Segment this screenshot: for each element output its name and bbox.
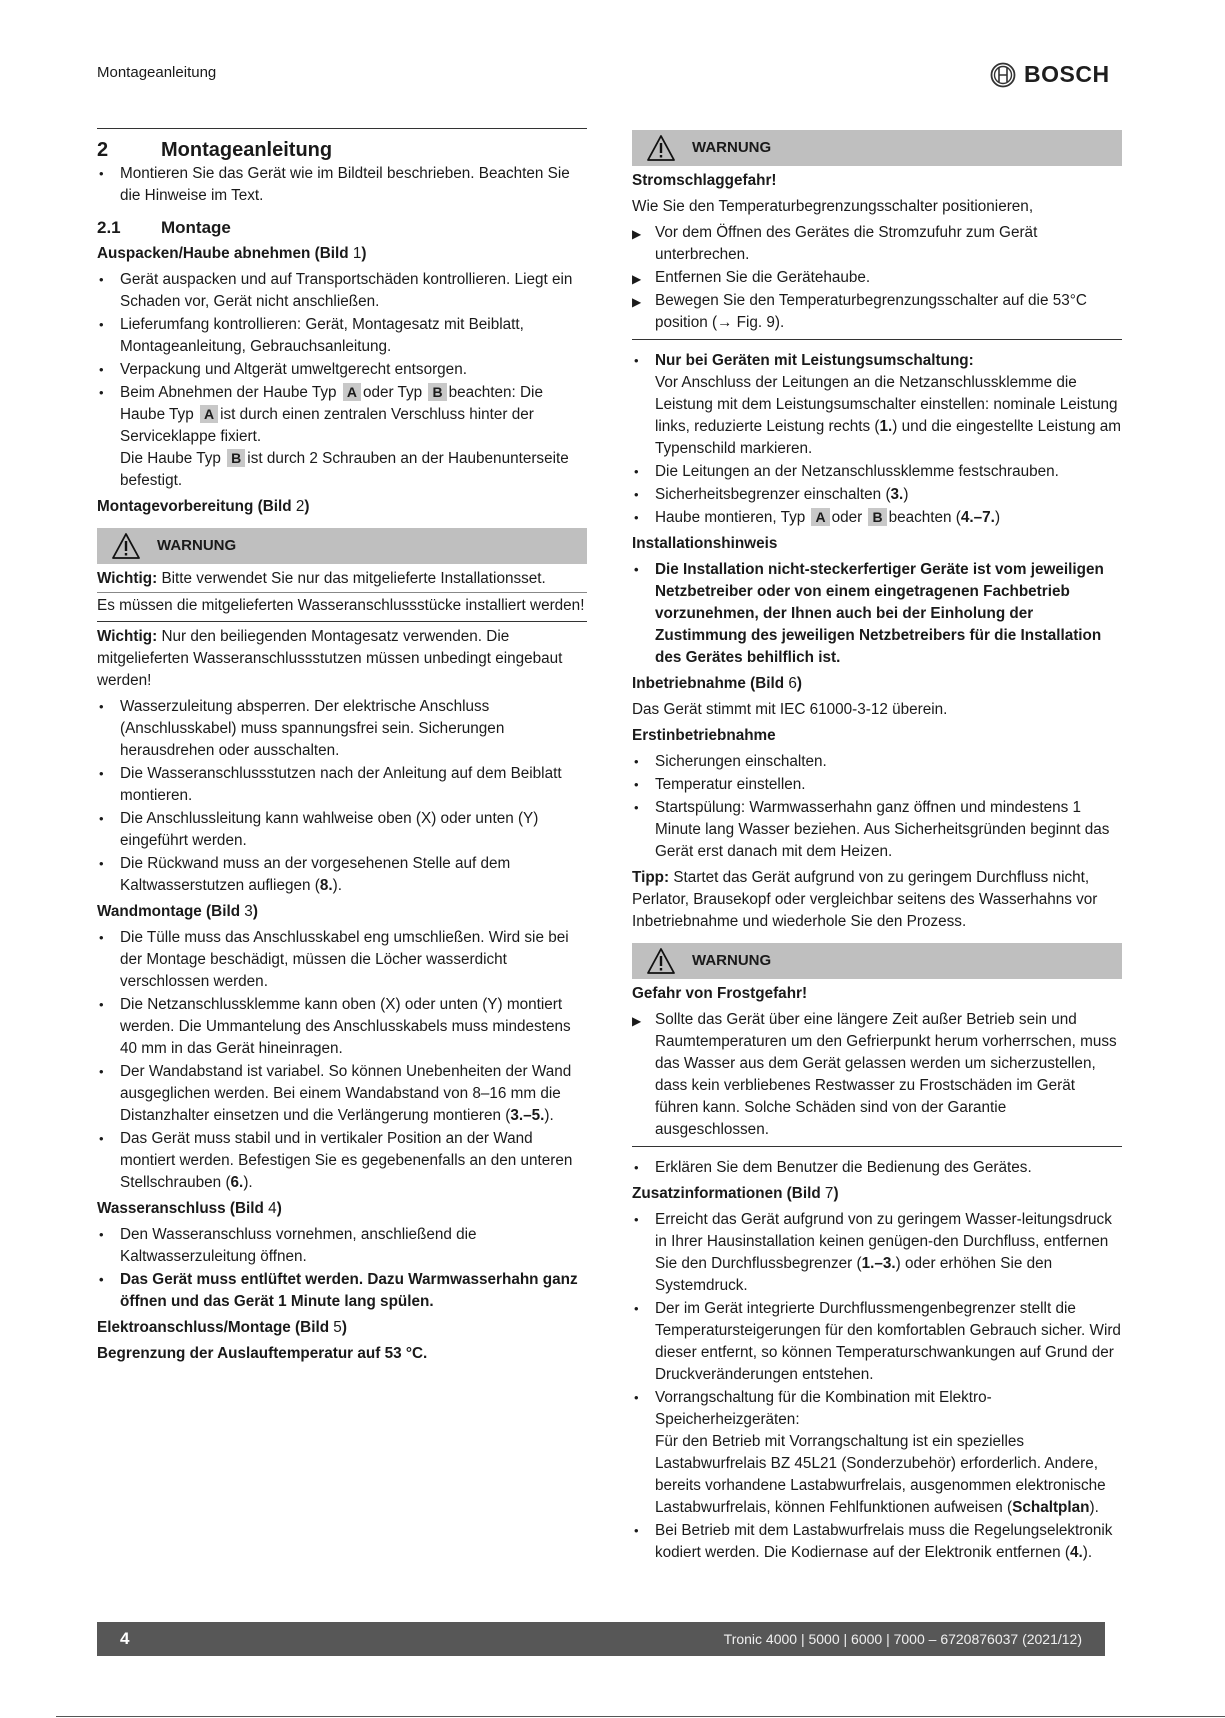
commission-heading: Inbetriebnahme (Bild 6) [632, 675, 803, 692]
list-item: • Den Wasseranschluss vornehmen, anschließend die Kaltwasserzuleitung öffnen. [97, 1224, 587, 1268]
page-footer [97, 1622, 1105, 1656]
warning-title: Gefahr von Frostgefahr! [632, 985, 808, 1002]
type-a-badge: A [811, 508, 829, 526]
list-item: • Die Installation nicht-steckerfertiger Geräte ist vom jeweiligen Netzbetreiber oder von einem eingetragenen Fachbetrieb vorzunehmen, der Ihnen auch bei der Einholung der Zustimmung des jeweiligen Netzbetreibers für die Installation des Gerätes behilflich ist. [632, 559, 1122, 669]
list-item: • Die Wasseranschlussstutzen nach der Anleitung auf dem Beiblatt montieren. [97, 763, 587, 807]
list-item: ▶ Sollte das Gerät über eine längere Zeit außer Betrieb sein und Raumtemperaturen um den Gefrierpunkt herum vorherrschen, muss das Wasser aus dem Gerät gelassen werden um sicherzustellen, dass kein verbliebenes Restwasser zu Frostschäden im Gerät führen kann. Solche Schäden sind von der Garantie ausgeschlossen. [632, 1009, 1122, 1141]
document-id: Tronic 4000 | 5000 | 6000 | 7000 – 6720876037 (2021/12) [723, 1631, 1082, 1647]
type-a-badge: A [343, 383, 361, 401]
list-item: • Montieren Sie das Gerät wie im Bildteil beschrieben. Beachten Sie die Hinweise im Text. [97, 163, 587, 207]
unpack-list [97, 269, 587, 492]
limit-heading: Begrenzung der Auslauftemperatur auf 53 °C. [97, 1345, 428, 1362]
extra-list [632, 1209, 1122, 1564]
warning-banner [632, 130, 1122, 166]
tip-text: Tipp: Startet das Gerät aufgrund von zu geringem Durchfluss nicht, Perlator, Brausekopf oder vergleichbar seitens des Wasserhahns vor Inbetriebnahme und wiederhole Sie den Prozess. [632, 869, 1098, 930]
bosch-logo [990, 61, 1110, 88]
intro-list [97, 163, 587, 207]
first-list [632, 751, 1122, 863]
type-b-badge: B [227, 449, 245, 467]
warning-label: WARNUNG [157, 537, 237, 554]
warning-banner [97, 528, 587, 564]
type-b-badge: B [868, 508, 886, 526]
warning-text: Wichtig: Bitte verwendet Sie nur das mitgelieferte Installationsset. [97, 568, 587, 593]
list-item: • Die Netzanschlussklemme kann oben (X) oder unten (Y) montiert werden. Die Ummantelung des Anschlusskabels muss mindestens 40 mm in das Gerät hineinragen. [97, 994, 587, 1060]
header-title: Montageanleitung [97, 64, 217, 81]
install-list [632, 559, 1122, 669]
wall-list [97, 927, 587, 1194]
right-column [632, 128, 1122, 1568]
list-item: • Temperatur einstellen. [632, 774, 1122, 796]
warning-triangle-icon [646, 134, 676, 162]
list-item: • Die Tülle muss das Anschlusskabel eng umschließen. Wird sie bei der Montage beschädigt, müssen die Löcher wasserdicht verschlossen werden. [97, 927, 587, 993]
brand-name: BOSCH [1024, 61, 1110, 87]
warning-triangle-icon [646, 947, 676, 975]
warning-intro: Wie Sie den Temperaturbegrenzungsschalter positionieren, [632, 198, 1034, 215]
subsection-heading: 2.1 Montage [97, 218, 231, 237]
list-item: • Vorrangschaltung für die Kombination mit Elektro-Speicherheizgeräten: Für den Betrieb mit Vorrangschaltung ist ein spezielles Lastabwurfrelais BZ 45L21 (Sonderzubehör) erforderlich. Andere, bereits vorhandene Lastabwurfrelais, ausgenommen elektronische Lastabwurfrelais, können Fehlfunktionen aufweisen (Schaltplan). [632, 1387, 1122, 1519]
wall-heading: Wandmontage (Bild 3) [97, 903, 258, 920]
bottom-divider [56, 1716, 1225, 1717]
list-item: • Lieferumfang kontrollieren: Gerät, Montagesatz mit Beiblatt, Montageanleitung, Gebrauchsanleitung. [97, 314, 587, 358]
page-number: 4 [120, 1629, 130, 1648]
list-item: ▶ Vor dem Öffnen des Gerätes die Stromzufuhr zum Gerät unterbrechen. [632, 222, 1122, 266]
first-heading: Erstinbetriebnahme [632, 727, 776, 744]
type-a-badge: A [200, 405, 218, 423]
list-item: • Der Wandabstand ist variabel. So können Unebenheiten der Wand ausgeglichen werden. Bei einem Wandabstand von 8–16 mm die Distanzhalter einsetzen und die Verlängerung montieren (3.–5.). [97, 1061, 587, 1127]
bosch-armature-icon [990, 62, 1016, 88]
list-item: • Nur bei Geräten mit Leistungsumschaltung: Vor Anschluss der Leitungen an die Netzanschlussklemme die Leistung mit dem Leistungsumschalter einstellen: nominale Leistung links, reduzierte Leistung rechts (1.) und die eingestellte Leistung am Typenschild markieren. [632, 350, 1122, 460]
section-heading: 2 Montageanleitung [97, 139, 333, 161]
type-b-badge: B [428, 383, 446, 401]
list-item: • Die Rückwand muss an der vorgesehenen Stelle auf dem Kaltwasserstutzen aufliegen (8.). [97, 853, 587, 897]
important-note: Wichtig: Nur den beiliegenden Montagesatz verwenden. Die mitgelieferten Wasseranschlussstutzen müssen unbedingt eingebaut werden! [97, 628, 563, 689]
warning-banner [632, 943, 1122, 979]
prep-list [97, 696, 587, 897]
power-list [632, 350, 1122, 529]
list-item: • Gerät auspacken und auf Transportschäden kontrollieren. Liegt ein Schaden vor, Gerät nicht anschließen. [97, 269, 587, 313]
electro-heading: Elektroanschluss/Montage (Bild 5) [97, 1319, 347, 1336]
warning-title: Stromschlaggefahr! [632, 172, 777, 189]
commission-text: Das Gerät stimmt mit IEC 61000-3-12 überein. [632, 701, 948, 718]
warning-steps [632, 1009, 1122, 1147]
list-item: • Die Leitungen an der Netzanschlussklemme festschrauben. [632, 461, 1122, 483]
list-item: ▶ Entfernen Sie die Gerätehaube. [632, 267, 1122, 289]
list-item: • Sicherungen einschalten. [632, 751, 1122, 773]
water-list [97, 1224, 587, 1313]
list-item: • Wasserzuleitung absperren. Der elektrische Anschluss (Anschlusskabel) muss spannungsfrei sein. Sicherungen herausdrehen oder ausschalten. [97, 696, 587, 762]
list-item: • Bei Betrieb mit dem Lastabwurfrelais muss die Regelungselektronik kodiert werden. Die Kodiernase auf der Elektronik entfernen (4.). [632, 1520, 1122, 1564]
list-item: ▶ Bewegen Sie den Temperaturbegrenzungsschalter auf die 53°C position (→ Fig. 9). [632, 290, 1122, 334]
warning-label: WARNUNG [692, 952, 772, 969]
list-item: • Erreicht das Gerät aufgrund von zu geringem Wasser-leitungsdruck in Ihrer Hausinstallation keinen genügen-den Durchfluss, entfernen Sie den Durchflussbegrenzer (1.–3.) oder erhöhen Sie den Systemdruck. [632, 1209, 1122, 1297]
explain-list [632, 1157, 1122, 1179]
warning-steps [632, 222, 1122, 340]
warning-label: WARNUNG [692, 139, 772, 156]
extra-heading: Zusatzinformationen (Bild 7) [632, 1185, 839, 1202]
list-item: • Beim Abnehmen der Haube Typ A oder Typ B beachten: Die Haube Typ A ist durch einen zentralen Verschluss hinter der Serviceklappe fixiert. Die Haube Typ B ist durch 2 Schrauben an der Haubenunterseite befestigt. [97, 382, 587, 492]
water-heading: Wasseranschluss (Bild 4) [97, 1200, 282, 1217]
list-item: • Verpackung und Altgerät umweltgerecht entsorgen. [97, 359, 587, 381]
list-item: • Sicherheitsbegrenzer einschalten (3.) [632, 484, 1122, 506]
unpack-heading: Auspacken/Haube abnehmen (Bild 1) [97, 245, 367, 262]
left-column [97, 128, 587, 1369]
warning-triangle-icon [111, 532, 141, 560]
list-item: • Haube montieren, Typ A oder B beachten (4.–7.) [632, 507, 1122, 529]
warning-text: Es müssen die mitgelieferten Wasseranschlussstücke installiert werden! [97, 595, 587, 622]
list-item: • Die Anschlussleitung kann wahlweise oben (X) oder unten (Y) eingeführt werden. [97, 808, 587, 852]
list-item: • Das Gerät muss entlüftet werden. Dazu Warmwasserhahn ganz öffnen und das Gerät 1 Minute lang spülen. [97, 1269, 587, 1313]
list-item: • Startspülung: Warmwasserhahn ganz öffnen und mindestens 1 Minute lang Wasser beziehen. Aus Sicherheitsgründen beginnt das Gerät erst danach mit dem Heizen. [632, 797, 1122, 863]
install-heading: Installationshinweis [632, 535, 778, 552]
prep-heading: Montagevorbereitung (Bild 2) [97, 498, 310, 515]
list-item: • Der im Gerät integrierte Durchflussmengenbegrenzer stellt die Temperatursteigerungen für den komfortablen Gebrauch sicher. Wird dieser entfernt, so können Temperaturschwankungen auf Grund der Druckveränderungen entstehen. [632, 1298, 1122, 1386]
list-item: • Erklären Sie dem Benutzer die Bedienung des Gerätes. [632, 1157, 1122, 1179]
list-item: • Das Gerät muss stabil und in vertikaler Position an der Wand montiert werden. Befestigen Sie es gegebenenfalls an den unteren Stellschrauben (6.). [97, 1128, 587, 1194]
